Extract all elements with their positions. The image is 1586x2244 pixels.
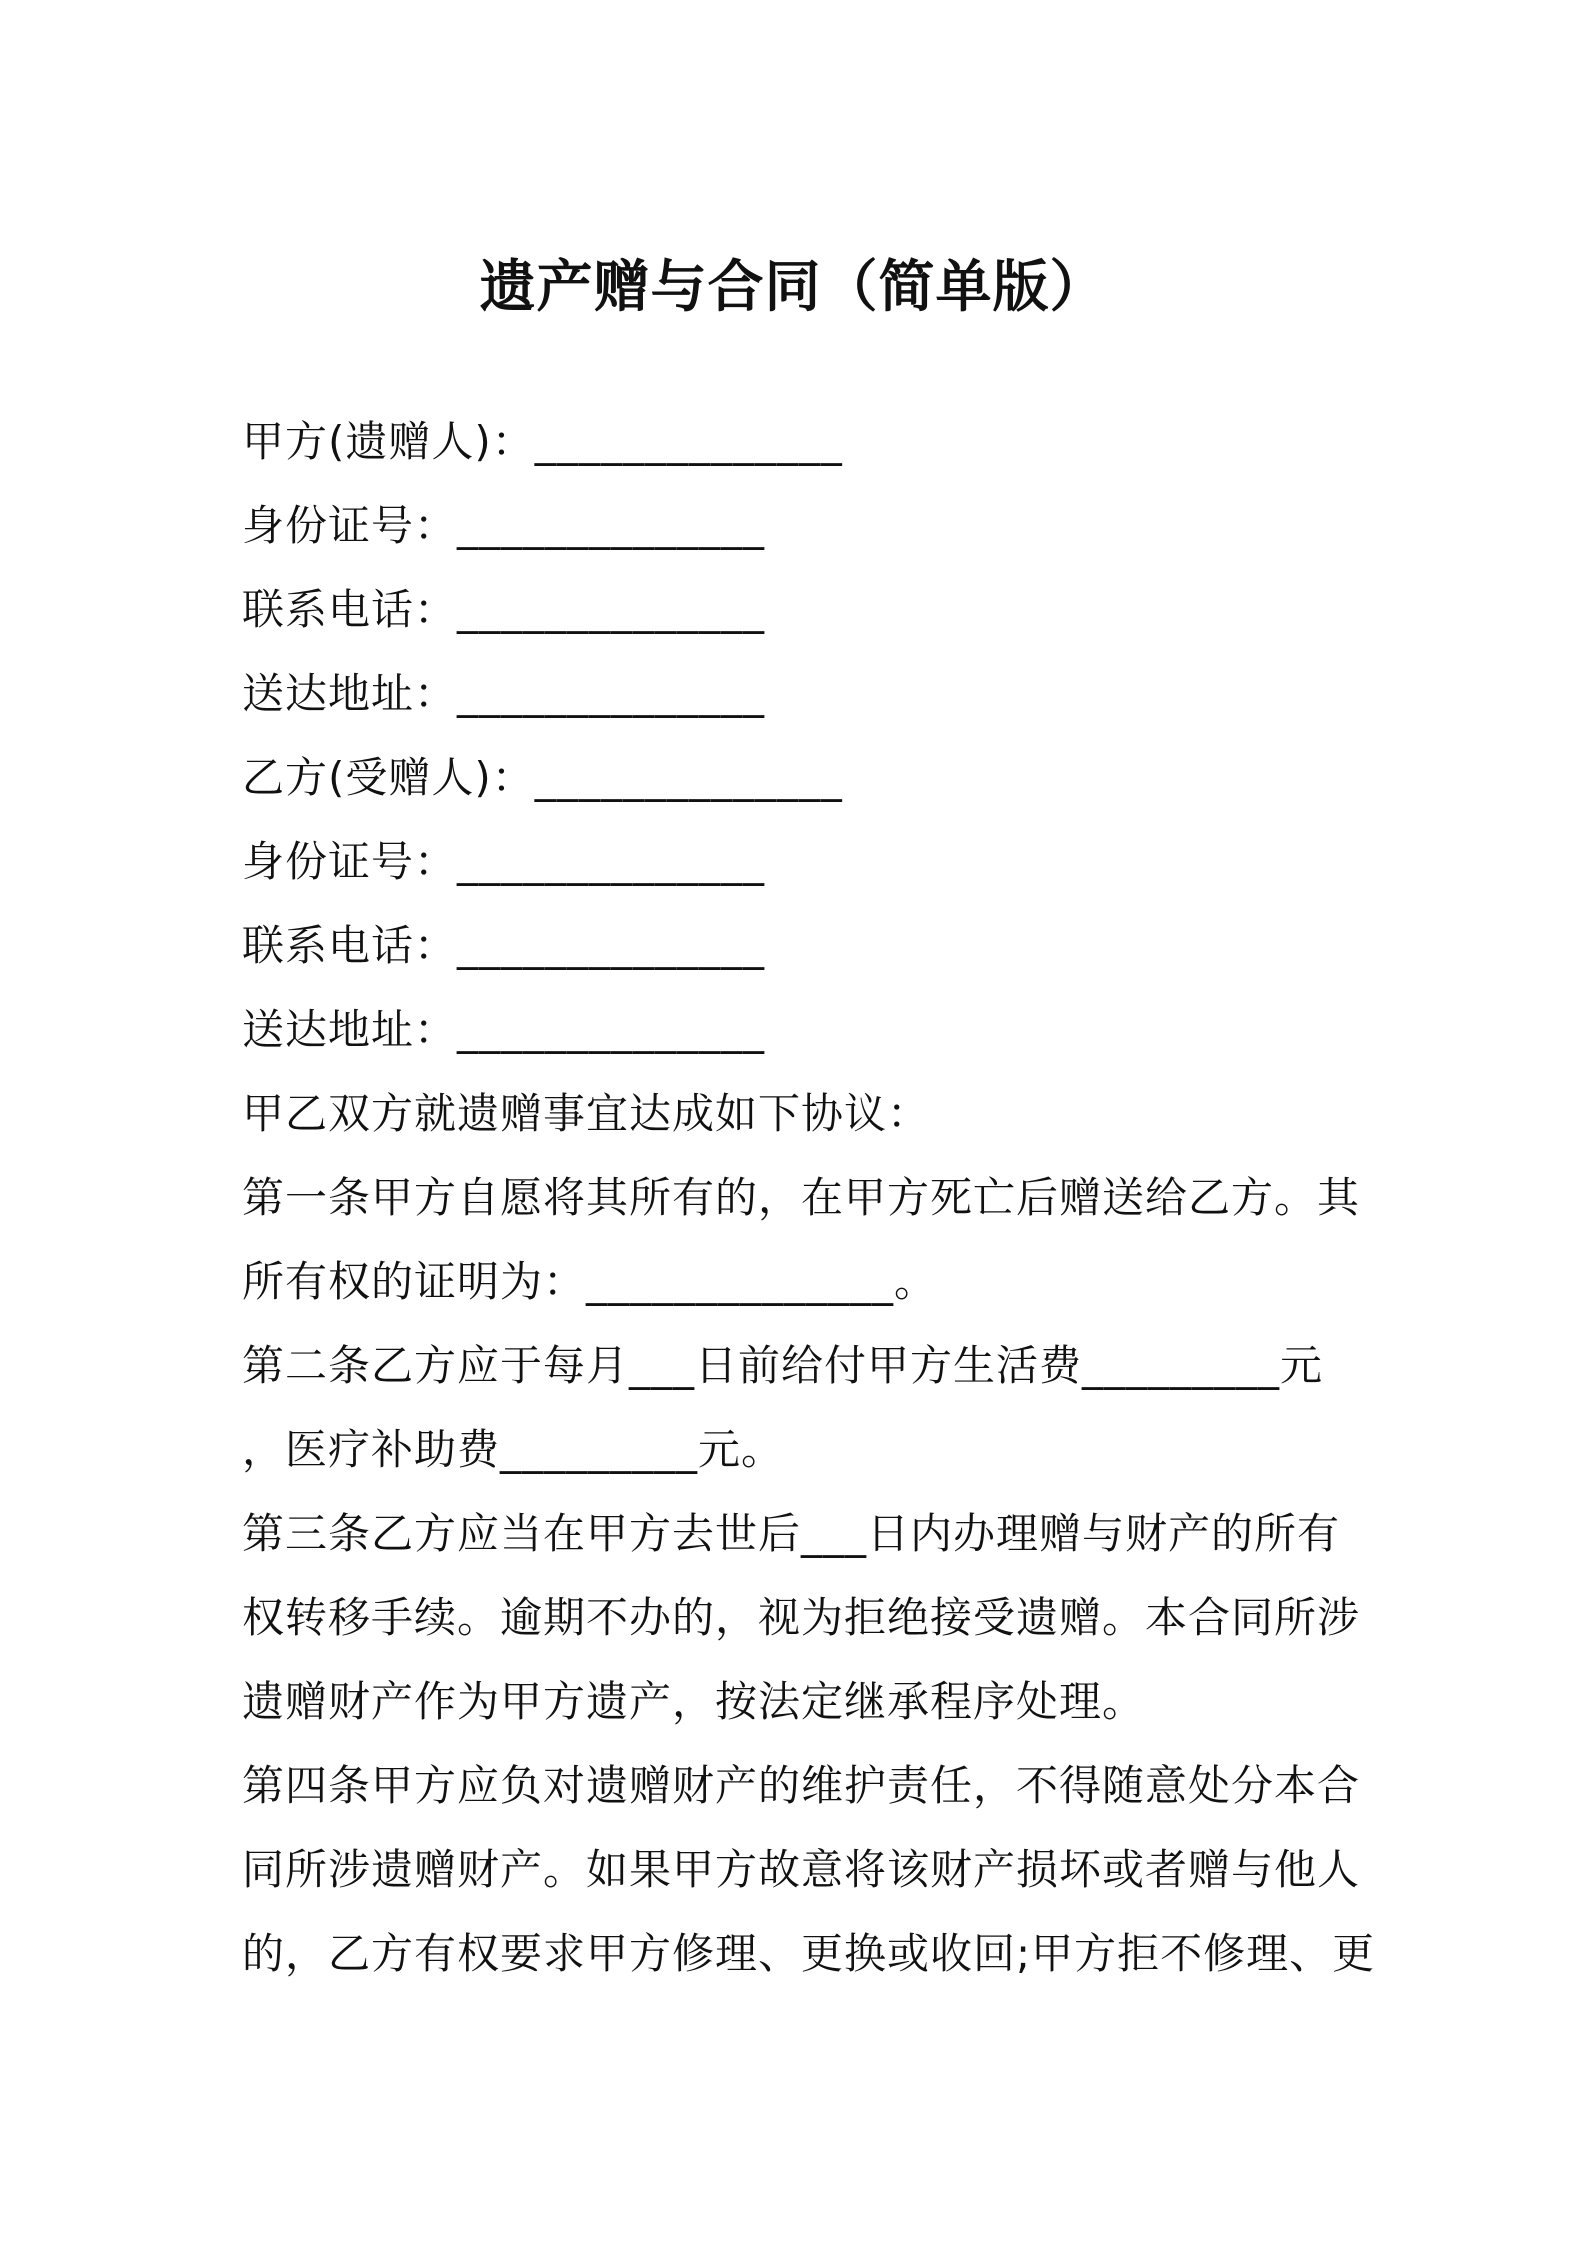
party-a-id-line: 身份证号：______________ — [242, 501, 766, 550]
article-3-line-1: 第三条乙方应当在甲方去世后___日内办理赠与财产的所有 — [242, 1509, 1341, 1558]
article-2-line-1: 第二条乙方应于每月___日前给付甲方生活费_________元 — [242, 1341, 1324, 1390]
party-b-name-line: 乙方(受赠人)：______________ — [242, 753, 843, 802]
party-b-address-line: 送达地址：______________ — [242, 1005, 766, 1054]
party-a-address-line: 送达地址：______________ — [242, 669, 766, 718]
party-b-phone-line: 联系电话：______________ — [242, 921, 766, 970]
party-b-id-line: 身份证号：______________ — [242, 837, 766, 886]
article-3-line-3: 遗赠财产作为甲方遗产，按法定继承程序处理。 — [242, 1677, 1146, 1726]
party-a-name-line: 甲方(遗赠人)：______________ — [242, 417, 843, 466]
article-1-line-1: 第一条甲方自愿将其所有的，在甲方死亡后赠送给乙方。其 — [242, 1173, 1361, 1222]
article-4-line-1: 第四条甲方应负对遗赠财产的维护责任，不得随意处分本合 — [242, 1761, 1361, 1810]
article-1-line-2: 所有权的证明为：______________。 — [242, 1257, 938, 1306]
article-4-line-3: 的，乙方有权要求甲方修理、更换或收回;甲方拒不修理、更 — [242, 1929, 1376, 1978]
article-4-line-2: 同所涉遗赠财产。如果甲方故意将该财产损坏或者赠与他人 — [242, 1845, 1361, 1894]
article-3-line-2: 权转移手续。逾期不办的，视为拒绝接受遗赠。本合同所涉 — [242, 1593, 1361, 1642]
agreement-intro: 甲乙双方就遗赠事宜达成如下协议： — [242, 1089, 931, 1138]
party-a-phone-line: 联系电话：______________ — [242, 585, 766, 634]
document-title: 遗产赠与合同（简单版） — [479, 255, 1107, 320]
article-2-line-2: ，医疗补助费_________元。 — [242, 1425, 785, 1474]
